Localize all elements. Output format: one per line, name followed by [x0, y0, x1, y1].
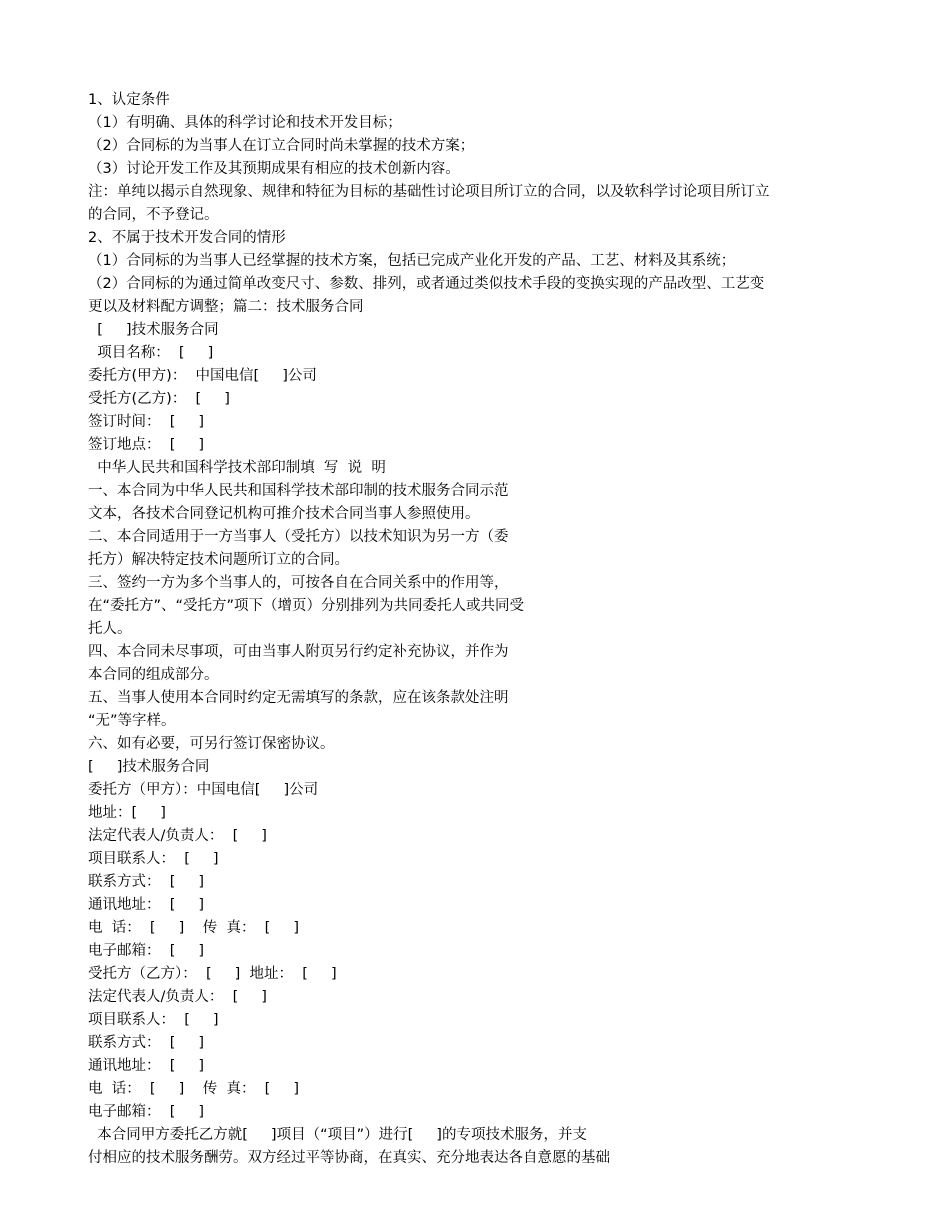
contractor-field: 受托方(乙方)： [ ] — [88, 391, 230, 407]
instruction-line: 文本，各技术合同登记机构可推介技术合同当事人参照使用。 — [88, 506, 480, 522]
email-field: 电子邮箱： [ ] — [88, 1104, 205, 1120]
instruction-line: 一、本合同为中华人民共和国科学技术部印制的技术服务合同示范 — [88, 483, 509, 499]
text-line: （2）合同标的为通过简单改变尺寸、参数、排列，或者通过类似技术手段的变换实现的产品改型、工艺变 — [88, 276, 765, 292]
instruction-line: “无”等字样。 — [88, 713, 176, 729]
project-name-field: 项目名称： [ ] — [88, 345, 214, 361]
legal-representative-field: 法定代表人/负责人： [ ] — [88, 828, 267, 844]
project-contact-field: 项目联系人： [ ] — [88, 1012, 219, 1028]
contact-method-field: 联系方式： [ ] — [88, 874, 205, 890]
contact-method-field: 联系方式： [ ] — [88, 1035, 205, 1051]
instruction-line: 在“委托方”、“受托方”项下（增页）分别排列为共同委托人或共同受 — [88, 598, 525, 614]
contract-title-second: [ ]技术服务合同 — [88, 759, 210, 775]
text-line: （1）合同标的为当事人已经掌握的技术方案，包括已完成产业化开发的产品、工艺、材料及其系统； — [88, 253, 736, 269]
signing-time-field: 签订时间： [ ] — [88, 414, 205, 430]
phone-fax-field: 电 话： [ ] 传 真： [ ] — [88, 920, 300, 936]
text-line: （3）讨论开发工作及其预期成果有相应的技术创新内容。 — [88, 161, 460, 177]
text-line: 更以及材料配方调整；篇二：技术服务合同 — [88, 299, 364, 315]
section-heading-conditions: 1、认定条件 — [88, 92, 170, 108]
phone-fax-field: 电 话： [ ] 传 真： [ ] — [88, 1081, 300, 1097]
instruction-line: 六、如有必要，可另行签订保密协议。 — [88, 736, 335, 752]
client-field: 委托方(甲方)： 中国电信[ ]公司 — [88, 368, 317, 384]
signing-place-field: 签订地点： [ ] — [88, 437, 205, 453]
text-line: （1）有明确、具体的科学讨论和技术开发目标； — [88, 115, 402, 131]
email-field: 电子邮箱： [ ] — [88, 943, 205, 959]
address-field: 地址：[ ] — [88, 805, 166, 821]
contractor-field: 受托方（乙方）： [ ] 地址： [ ] — [88, 966, 337, 982]
document-body — [88, 89, 868, 1170]
instructions-heading: 中华人民共和国科学技术部印制填 写 说 明 — [88, 460, 386, 476]
instruction-line: 二、本合同适用于一方当事人（受托方）以技术知识为另一方（委 — [88, 529, 509, 545]
project-contact-field: 项目联系人： [ ] — [88, 851, 219, 867]
agreement-paragraph: 本合同甲方委托乙方就[ ]项目（“项目”）进行[ ]的专项技术服务，并支 — [88, 1127, 587, 1143]
section-heading-exclusions: 2、不属于技术开发合同的情形 — [88, 230, 286, 246]
agreement-paragraph: 付相应的技术服务酬劳。双方经过平等协商，在真实、充分地表达各自意愿的基础 — [88, 1150, 610, 1166]
note-line: 注：单纯以揭示自然现象、规律和特征为目标的基础性讨论项目所订立的合同，以及软科学讨论项目所订立 — [88, 184, 770, 200]
instruction-line: 托方）解决特定技术问题所订立的合同。 — [88, 552, 349, 568]
mailing-address-field: 通讯地址： [ ] — [88, 897, 205, 913]
instruction-line: 三、签约一方为多个当事人的，可按各自在合同关系中的作用等， — [88, 575, 509, 591]
contract-title: [ ]技术服务合同 — [88, 322, 219, 338]
text-line: （2）合同标的为当事人在订立合同时尚未掌握的技术方案； — [88, 138, 475, 154]
instruction-line: 五、当事人使用本合同时约定无需填写的条款，应在该条款处注明 — [88, 690, 509, 706]
mailing-address-field: 通讯地址： [ ] — [88, 1058, 205, 1074]
instruction-line: 四、本合同未尽事项，可由当事人附页另行约定补充协议，并作为 — [88, 644, 509, 660]
instruction-line: 本合同的组成部分。 — [88, 667, 219, 683]
note-line: 的合同，不予登记。 — [88, 207, 219, 223]
instruction-line: 托人。 — [88, 621, 132, 637]
client-field: 委托方（甲方）：中国电信[ ]公司 — [88, 782, 319, 798]
legal-representative-field: 法定代表人/负责人： [ ] — [88, 989, 267, 1005]
